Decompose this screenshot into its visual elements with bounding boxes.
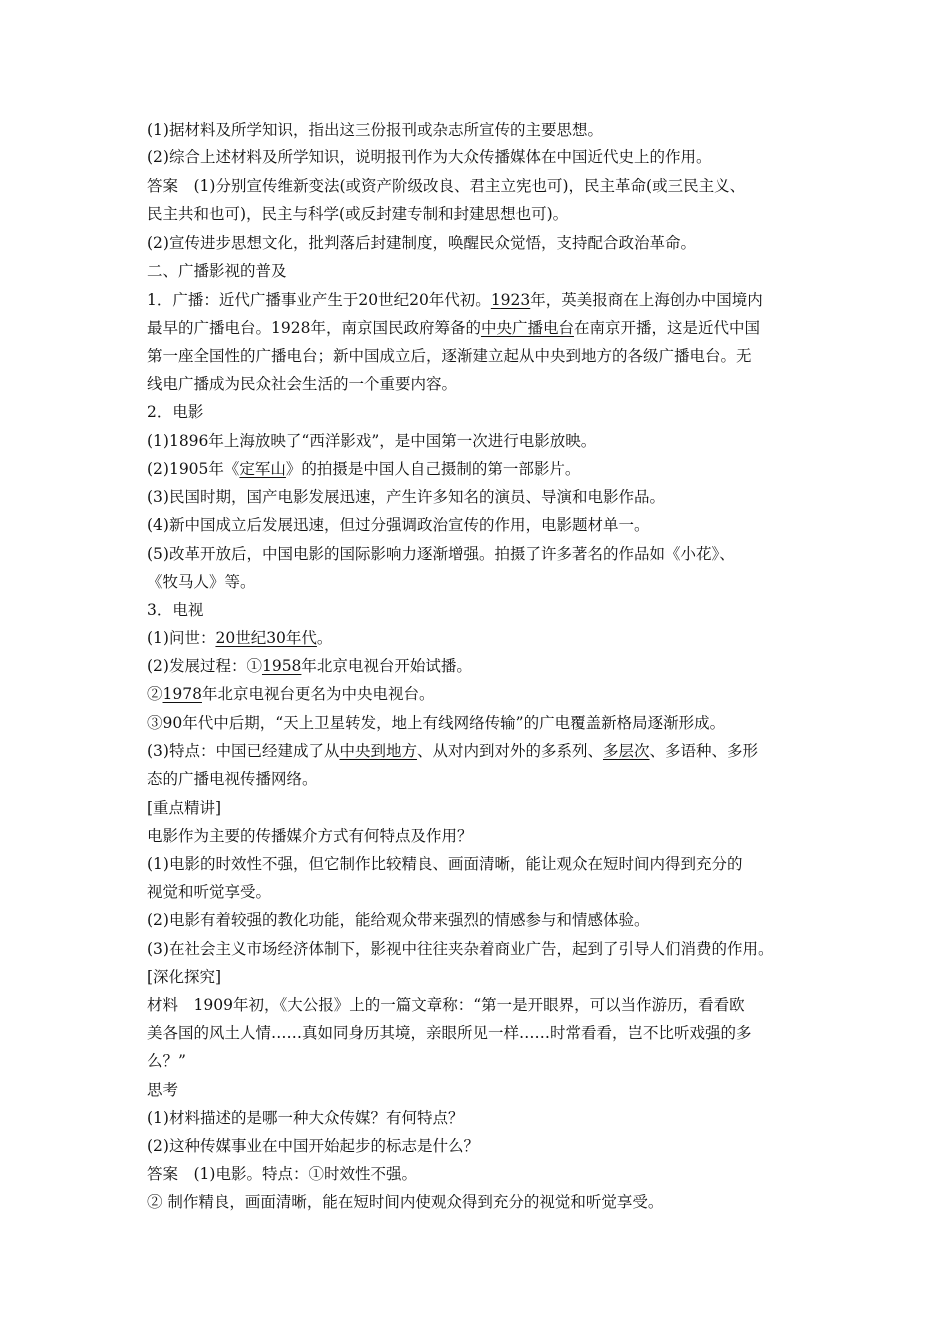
text-segment: [重点精讲] — [147, 799, 222, 817]
text-segment: 最早的广播电台。1928年，南京国民政府筹备的 — [147, 319, 481, 337]
text-segment: 态的广播电视传播网络。 — [147, 770, 318, 788]
text-segment: 民主共和也可)，民主与科学(或反封建专制和封建思想也可)。 — [147, 205, 569, 223]
text-line — [147, 315, 827, 341]
text-segment: (2)电影有着较强的教化功能，能给观众带来强烈的情感参与和情感体验。 — [147, 911, 650, 929]
text-line — [147, 1048, 827, 1074]
text-segment: (1)材料描述的是哪一种大众传媒？有何特点？ — [147, 1109, 464, 1127]
text-segment: ③90年代中后期，“天上卫星转发，地上有线网络传输”的广电覆盖新格局逐渐形成。 — [147, 714, 726, 732]
underlined-term: 定军山 — [239, 460, 286, 478]
text-line — [147, 343, 827, 369]
text-segment: 二、广播影视的普及 — [147, 262, 287, 280]
text-line — [147, 1105, 827, 1131]
text-line — [147, 399, 827, 425]
text-segment: 答案 (1)电影。特点：①时效性不强。 — [147, 1165, 417, 1183]
text-line — [147, 851, 827, 877]
text-segment: 材料 1909年初，《大公报》上的一篇文章称：“第一是开眼界，可以当作游历，看看欧 — [147, 996, 745, 1014]
underlined-term: 1978 — [162, 685, 202, 703]
text-segment: (1)1896年上海放映了“西洋影戏”，是中国第一次进行电影放映。 — [147, 432, 597, 450]
underlined-term: 1958 — [261, 657, 302, 675]
text-segment: ② — [147, 685, 163, 703]
text-segment: (2)宣传进步思想文化，批判落后封建制度，唤醒民众觉悟，支持配合政治革命。 — [147, 234, 696, 252]
text-line — [147, 428, 827, 454]
text-segment: 1．广播：近代广播事业产生于20世纪20年代初。 — [147, 291, 491, 309]
text-segment: 在南京开播，这是近代中国 — [573, 319, 760, 337]
text-segment: 第一座全国性的广播电台；新中国成立后，逐渐建立起从中央到地方的各级广播电台。无 — [147, 347, 752, 365]
text-segment: (3)在社会主义市场经济体制下，影视中往往夹杂着商业广告，起到了引导人们消费的作用。 — [147, 940, 774, 958]
text-line — [147, 144, 827, 170]
text-line — [147, 1077, 827, 1103]
text-line — [147, 1161, 827, 1187]
text-line — [147, 681, 827, 707]
text-line — [147, 964, 827, 990]
text-line — [147, 371, 827, 397]
text-segment: 答案 (1)分别宣传维新变法(或资产阶级改良、君主立宪也可)，民主革命(或三民主义、 — [147, 177, 746, 195]
text-line — [147, 456, 827, 482]
text-line — [147, 512, 827, 538]
underlined-term: 1923 — [490, 291, 531, 309]
text-line — [147, 907, 827, 933]
text-line — [147, 795, 827, 821]
underlined-term: 20世纪30年代 — [215, 629, 317, 647]
text-segment: (2)1905年《 — [147, 460, 240, 478]
text-segment: 、多语种、多形 — [649, 742, 759, 760]
text-segment: (2)发展过程：① — [147, 657, 262, 675]
text-line — [147, 569, 827, 595]
text-line — [147, 653, 827, 679]
text-line — [147, 1133, 827, 1159]
text-line — [147, 1189, 827, 1215]
underlined-term: 中央到地方 — [339, 742, 417, 760]
text-line — [147, 117, 827, 143]
text-segment: (2)综合上述材料及所学知识，说明报刊作为大众传播媒体在中国近代史上的作用。 — [147, 148, 712, 166]
text-line — [147, 992, 827, 1018]
text-segment: 3．电视 — [147, 601, 204, 619]
text-segment: 线电广播成为民众社会生活的一个重要内容。 — [147, 375, 458, 393]
text-line — [147, 287, 827, 313]
text-line — [147, 173, 827, 199]
text-segment: 年北京电视台更名为中央电视台。 — [201, 685, 435, 703]
text-segment: 。 — [316, 629, 333, 647]
text-line — [147, 597, 827, 623]
text-segment: 2．电影 — [147, 403, 204, 421]
text-segment: [深化探究] — [147, 968, 222, 986]
text-segment: 》的拍摄是中国人自己摄制的第一部影片。 — [285, 460, 581, 478]
text-line — [147, 484, 827, 510]
text-segment: 《牧马人》等。 — [147, 573, 256, 591]
text-segment: 么？” — [147, 1052, 186, 1070]
text-segment: (2)这种传媒事业在中国开始起步的标志是什么？ — [147, 1137, 479, 1155]
text-segment: (1)问世： — [147, 629, 216, 647]
text-segment: 视觉和听觉享受。 — [147, 883, 272, 901]
text-segment: (1)据材料及所学知识，指出这三份报刊或杂志所宣传的主要思想。 — [147, 121, 603, 139]
underlined-term: 多层次 — [603, 742, 650, 760]
text-line — [147, 541, 827, 567]
text-segment: 思考 — [147, 1081, 179, 1099]
text-segment: ② 制作精良，画面清晰，能在短时间内使观众得到充分的视觉和听觉享受。 — [147, 1193, 664, 1211]
text-segment: 年，英美报商在上海创办中国境内 — [530, 291, 763, 309]
underlined-term: 中央广播电台 — [480, 319, 574, 337]
text-line — [147, 258, 827, 284]
text-line — [147, 823, 827, 849]
text-segment: (4)新中国成立后发展迅速，但过分强调政治宣传的作用，电影题材单一。 — [147, 516, 650, 534]
text-line — [147, 201, 827, 227]
text-segment: 电影作为主要的传播媒介方式有何特点及作用？ — [147, 827, 473, 845]
text-segment: 年北京电视台开始试播。 — [301, 657, 472, 675]
text-line — [147, 625, 827, 651]
text-line — [147, 710, 827, 736]
text-segment: (5)改革开放后，中国电影的国际影响力逐渐增强。拍摄了许多著名的作品如《小花》、 — [147, 545, 735, 563]
text-segment: 美各国的风土人情……真如同身历其境，亲眼所见一样……时常看看，岂不比听戏强的多 — [147, 1024, 752, 1042]
text-line — [147, 230, 827, 256]
text-segment: (1)电影的时效性不强，但它制作比较精良、画面清晰，能让观众在短时间内得到充分的 — [147, 855, 743, 873]
text-line — [147, 766, 827, 792]
text-segment: (3)民国时期，国产电影发展迅速，产生许多知名的演员、导演和电影作品。 — [147, 488, 665, 506]
text-line — [147, 738, 827, 764]
text-segment: (3)特点：中国已经建成了从 — [147, 742, 340, 760]
text-line — [147, 936, 827, 962]
text-line — [147, 879, 827, 905]
text-line — [147, 1020, 827, 1046]
text-segment: 、从对内到对外的多系列、 — [416, 742, 603, 760]
